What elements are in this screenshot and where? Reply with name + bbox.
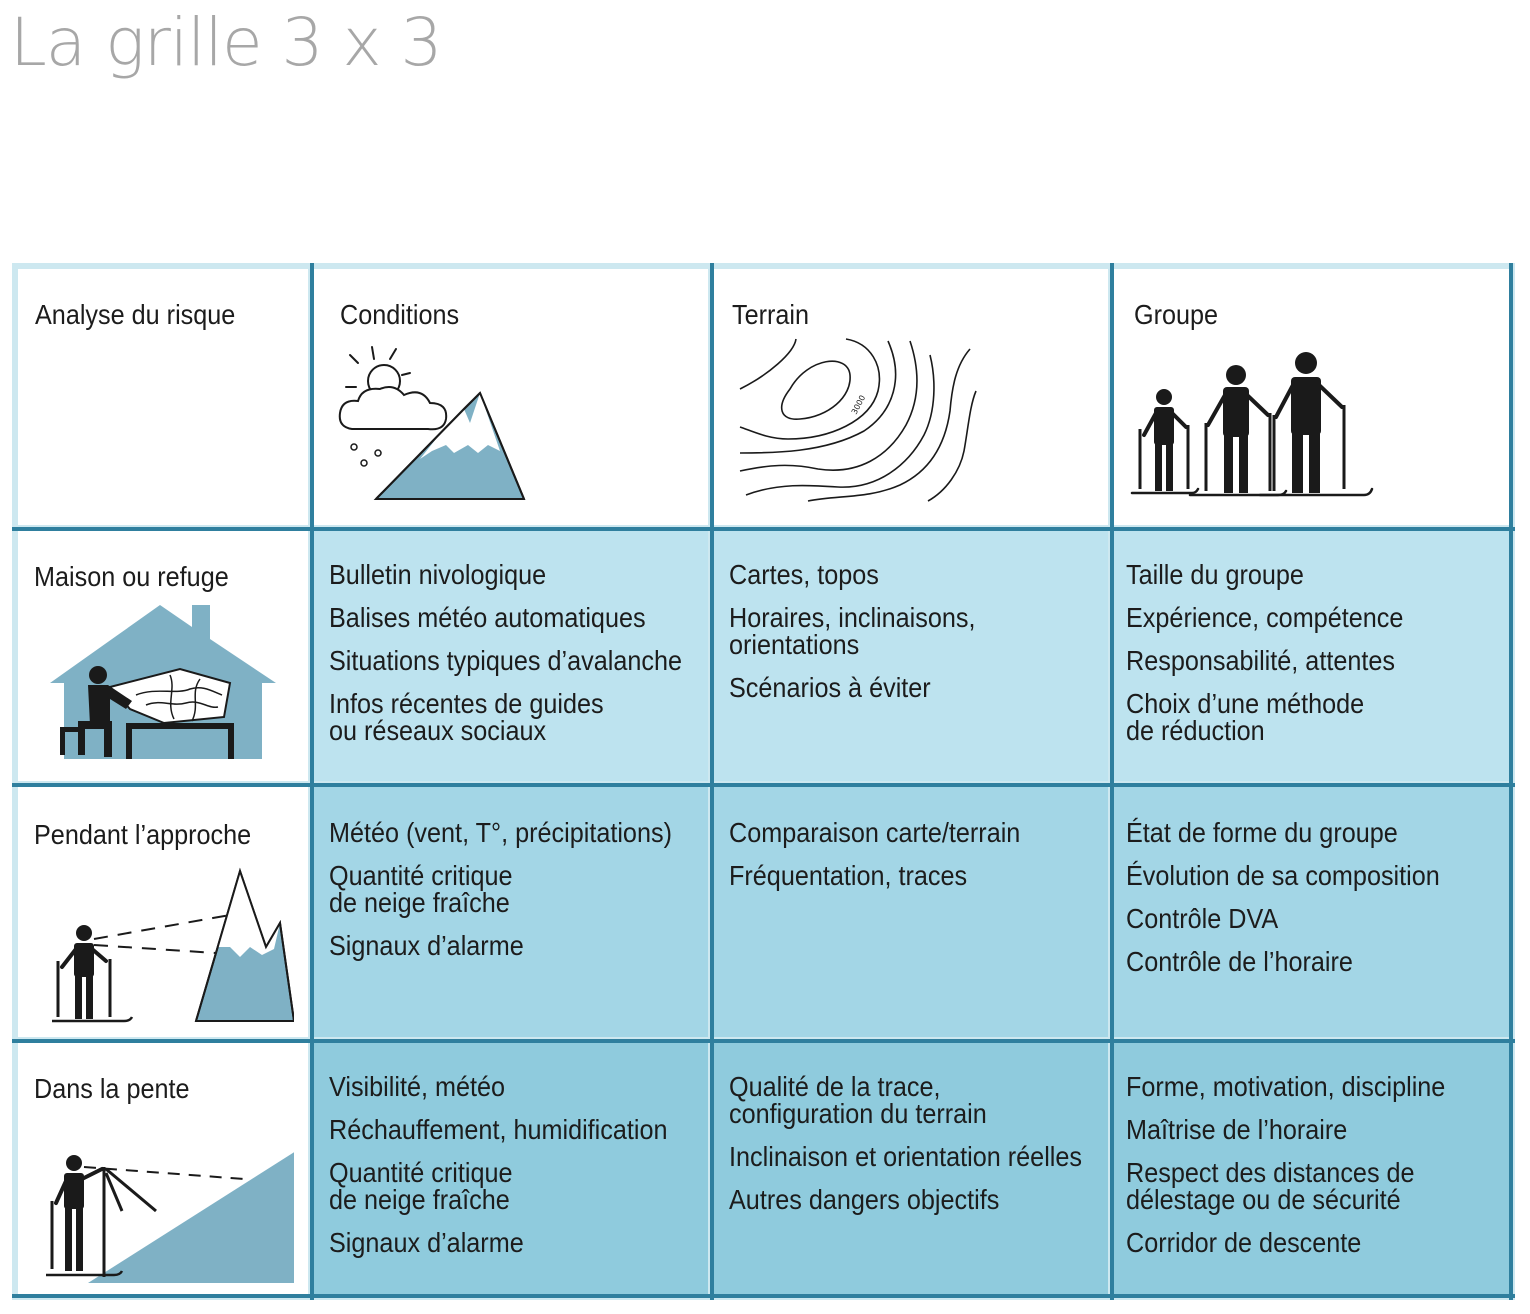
- list-item: Comparaison carte/terrain: [729, 817, 1021, 848]
- header-groupe-cell: [1114, 269, 1509, 525]
- list-item: Fréquentation, traces: [729, 860, 968, 891]
- contour-elevation-label: 3000: [849, 393, 868, 416]
- row-label-pendant-approche: Pendant l’approche: [34, 819, 252, 850]
- list-item: Signaux d’alarme: [329, 1227, 524, 1258]
- cell-maison-conditions: [314, 531, 708, 781]
- grid-divider-horizontal: [12, 527, 1515, 531]
- skier-viewing-mountain-icon: [44, 861, 294, 1031]
- list-maison-terrain: [729, 561, 1003, 717]
- cell-approche-terrain: [714, 787, 1108, 1037]
- grid-divider-vertical: [310, 263, 314, 1300]
- grid-divider-horizontal: [12, 1294, 1515, 1298]
- list-item: Respect des distances de délestage ou de sécurité: [1126, 1157, 1415, 1215]
- grid-divider-vertical: [1110, 263, 1114, 1300]
- grid-divider-vertical: [1509, 263, 1513, 1300]
- house-map-reading-icon: [40, 599, 280, 763]
- list-item: Taille du groupe: [1126, 559, 1304, 590]
- list-item: Quantité critique de neige fraîche: [329, 1157, 513, 1215]
- list-approche-conditions: [329, 819, 708, 975]
- grid-divider-vertical: [710, 263, 714, 1300]
- list-item: Visibilité, météo: [329, 1071, 506, 1102]
- list-maison-groupe: [1126, 561, 1434, 760]
- header-corner-cell: [18, 269, 308, 525]
- contour-map-icon: [738, 335, 978, 505]
- row-label-cell-approche: [18, 787, 308, 1037]
- list-item: Météo (vent, T°, précipitations): [329, 817, 672, 848]
- list-item: Bulletin nivologique: [329, 559, 547, 590]
- header-conditions-cell: [314, 269, 708, 525]
- list-item: Contrôle de l’horaire: [1126, 946, 1353, 977]
- page-title: La grille 3 x 3: [10, 4, 442, 81]
- row-label-maison-ou-refuge: Maison ou refuge: [34, 561, 229, 592]
- weather-mountain-icon: [334, 341, 534, 501]
- list-item: Expérience, compétence: [1126, 602, 1404, 633]
- cell-maison-groupe: [1114, 531, 1509, 781]
- list-pente-groupe: [1126, 1073, 1481, 1272]
- row-label-dans-la-pente: Dans la pente: [34, 1073, 190, 1104]
- list-maison-conditions: [329, 561, 708, 760]
- risk-grid-table: [12, 263, 1515, 1300]
- grid-divider-horizontal: [12, 1039, 1515, 1043]
- list-item: Responsabilité, attentes: [1126, 645, 1395, 676]
- list-item: Horaires, inclinaisons, orientations: [729, 602, 976, 660]
- list-item: Scénarios à éviter: [729, 672, 931, 703]
- cell-approche-conditions: [314, 787, 708, 1037]
- list-item: Choix d’une méthode de réduction: [1126, 688, 1365, 746]
- list-item: Contrôle DVA: [1126, 903, 1279, 934]
- list-item: Signaux d’alarme: [329, 930, 524, 961]
- corner-label: Analyse du risque: [35, 299, 236, 330]
- list-item: Autres dangers objectifs: [729, 1184, 1000, 1215]
- list-item: Maîtrise de l’horaire: [1126, 1114, 1348, 1145]
- list-pente-conditions: [329, 1073, 705, 1272]
- cell-maison-terrain: [714, 531, 1108, 781]
- cell-pente-conditions: [314, 1043, 708, 1294]
- grid-divider-horizontal: [12, 783, 1515, 787]
- list-item: Corridor de descente: [1126, 1227, 1362, 1258]
- cell-pente-groupe: [1114, 1043, 1509, 1294]
- list-item: État de forme du groupe: [1126, 817, 1398, 848]
- skier-measuring-slope-icon: [44, 1147, 294, 1287]
- list-item: Balises météo automatiques: [329, 602, 646, 633]
- row-label-cell-pente: [18, 1043, 308, 1294]
- list-item: Forme, motivation, discipline: [1126, 1071, 1446, 1102]
- list-approche-terrain: [729, 819, 1053, 905]
- list-item: Réchauffement, humidification: [329, 1114, 668, 1145]
- list-item: Quantité critique de neige fraîche: [329, 860, 513, 918]
- list-item: Situations typiques d’avalanche: [329, 645, 683, 676]
- list-item: Évolution de sa composition: [1126, 860, 1440, 891]
- list-approche-groupe: [1126, 819, 1475, 991]
- column-header-conditions: Conditions: [340, 299, 460, 330]
- list-item: Inclinaison et orientation réelles: [729, 1141, 1083, 1172]
- row-label-cell-maison: [18, 531, 308, 781]
- list-item: Qualité de la trace, configuration du terrain: [729, 1071, 987, 1129]
- cell-pente-terrain: [714, 1043, 1108, 1294]
- cell-approche-groupe: [1114, 787, 1509, 1037]
- column-header-groupe: Groupe: [1134, 299, 1219, 330]
- list-item: Cartes, topos: [729, 559, 879, 590]
- list-pente-terrain: [729, 1073, 1108, 1229]
- list-item: Infos récentes de guides ou réseaux sociaux: [329, 688, 604, 746]
- header-terrain-cell: [714, 269, 1108, 525]
- group-skiers-icon: [1128, 343, 1378, 503]
- column-header-terrain: Terrain: [732, 299, 810, 330]
